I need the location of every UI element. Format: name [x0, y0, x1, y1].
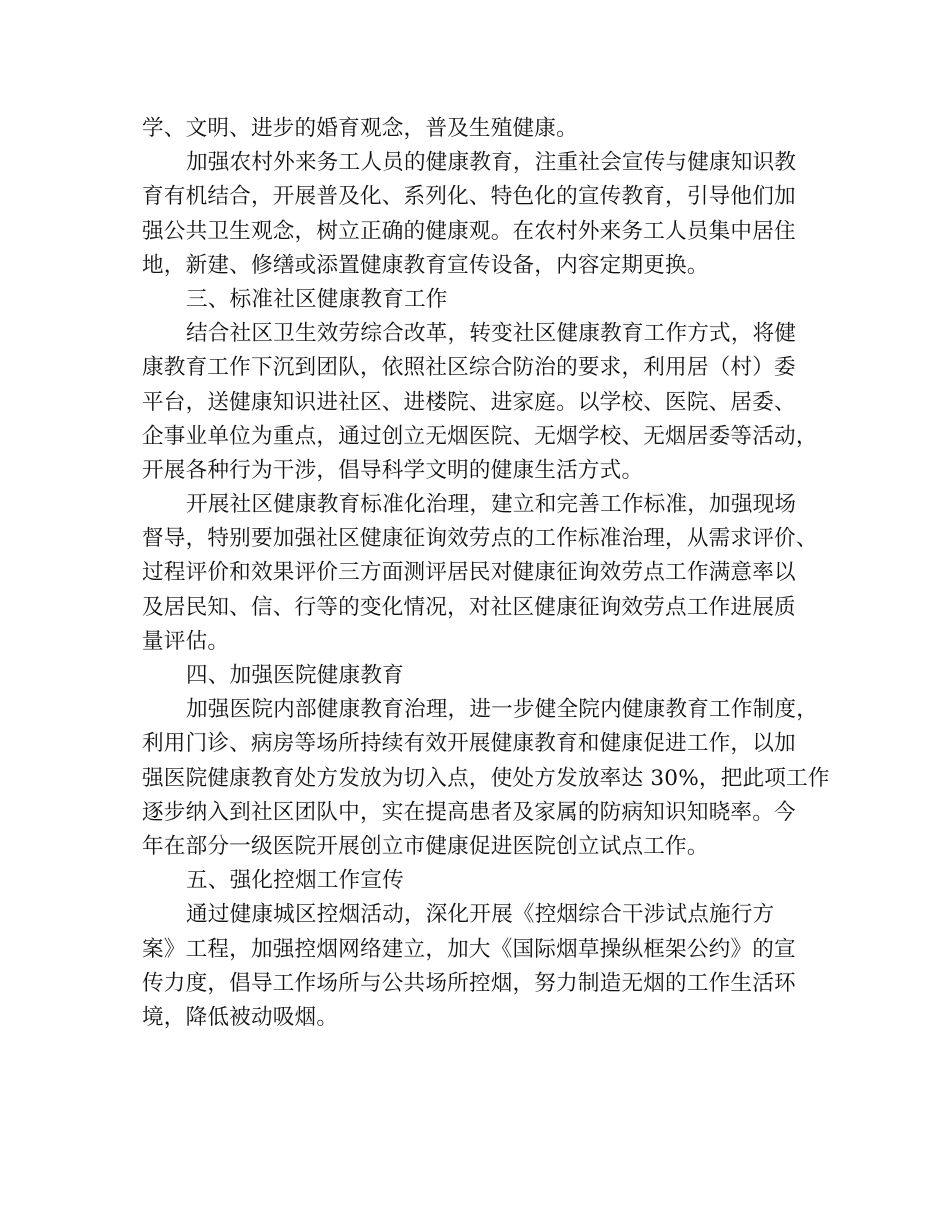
text-line: 督导，特别要加强社区健康征询效劳点的工作标准治理，从需求评价、 — [142, 526, 818, 552]
text-line: 逐步纳入到社区团队中，实在提高患者及家属的防病知识知晓率。今 — [142, 799, 796, 825]
text-line: 加强医院内部健康教育治理，进一步健全院内健康教育工作制度， — [186, 697, 819, 723]
section-heading: 四、加强医院健康教育 — [186, 663, 404, 688]
text-line: 年在部分一级医院开展创立市健康促进医院创立试点工作。 — [142, 833, 709, 859]
text-line: 康教育工作下沉到团队，依照社区综合防治的要求，利用居（村）委 — [142, 355, 796, 381]
text-line: 量评估。 — [142, 628, 230, 654]
text-line: 企事业单位为重点，通过创立无烟医院、无烟学校、无烟居委等活动， — [142, 423, 818, 449]
document-page — [142, 112, 832, 1035]
text-line: 学、文明、进步的婚育观念，普及生殖健康。 — [142, 116, 578, 141]
section-heading: 五、强化控烟工作宣传 — [186, 868, 404, 894]
text-line: 平台，送健康知识进社区、进楼院、进家庭。以学校、医院、居委、 — [142, 389, 796, 415]
text-line: 境，降低被动吸烟。 — [142, 1004, 339, 1030]
text-line: 强医院健康教育处方发放为切入点，使处方发放率达 30%，把此项工作 — [142, 765, 830, 791]
text-line: 过程评价和效果评价三方面测评居民对健康征询效劳点工作满意率以 — [142, 560, 796, 586]
text-line: 利用门诊、病房等场所持续有效开展健康教育和健康促进工作，以加 — [142, 731, 796, 757]
text-line: 案》工程，加强控烟网络建立，加大《国际烟草操纵框架公约》的宣 — [142, 936, 796, 962]
text-line: 结合社区卫生效劳综合改革，转变社区健康教育工作方式，将健 — [186, 321, 797, 347]
text-line: 强公共卫生观念，树立正确的健康观。在农村外来务工人员集中居住 — [142, 218, 796, 244]
text-line: 及居民知、信、行等的变化情况，对社区健康征询效劳点工作进展质 — [142, 594, 796, 620]
text-line: 传力度，倡导工作场所与公共场所控烟，努力制造无烟的工作生活环 — [142, 970, 796, 996]
section-heading: 三、标准社区健康教育工作 — [186, 286, 448, 312]
text-line: 地，新建、修缮或添置健康教育宣传设备，内容定期更换。 — [142, 252, 709, 278]
text-line: 开展各种行为干涉，倡导科学文明的健康生活方式。 — [142, 457, 644, 483]
text-line: 育有机结合，开展普及化、系列化、特色化的宣传教育，引导他们加 — [142, 184, 796, 210]
text-line: 加强农村外来务工人员的健康教育，注重社会宣传与健康知识教 — [186, 150, 797, 176]
text-line: 通过健康城区控烟活动，深化开展《控烟综合干涉试点施行方 — [186, 902, 775, 928]
text-line: 开展社区健康教育标准化治理，建立和完善工作标准，加强现场 — [186, 492, 797, 518]
